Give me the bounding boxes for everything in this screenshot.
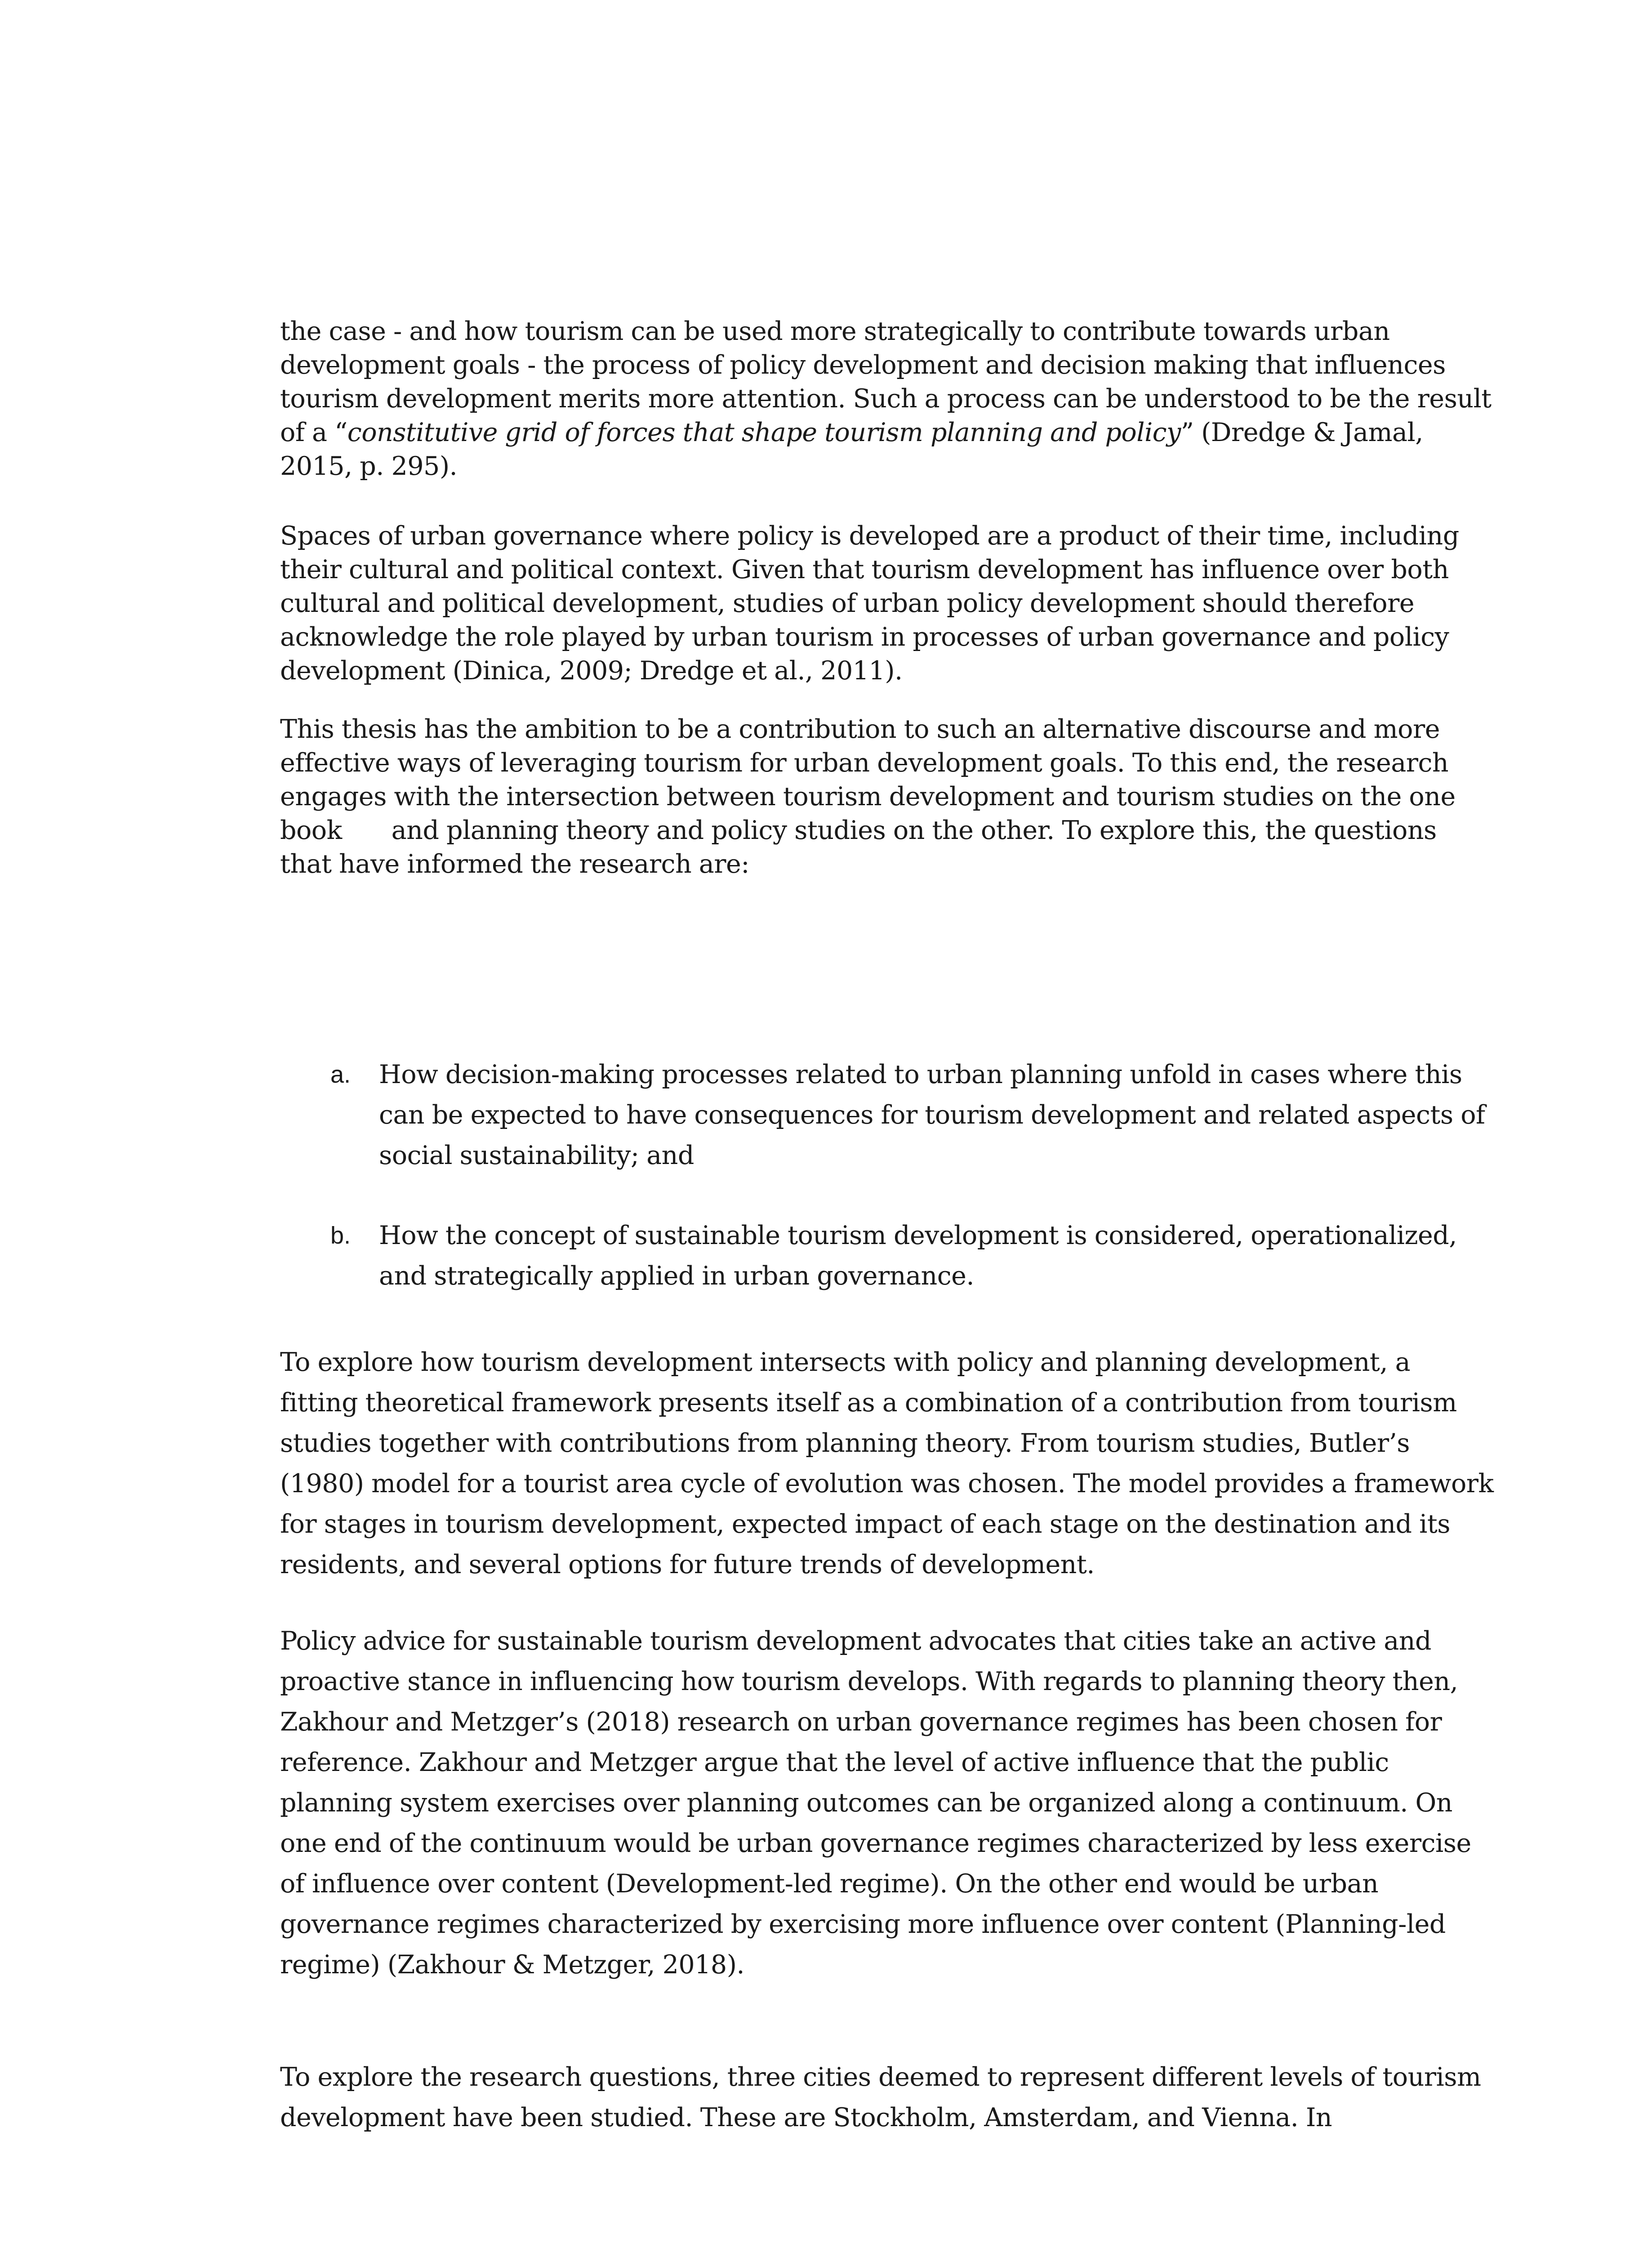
- list-item-text: How decision-making processes related to urban planning unfold in cases where this can be expected to have consequences for tourism development and related aspects of social sustainability; and: [379, 1060, 1485, 1170]
- paragraph-intro-text-start: the case - and how tourism can be used more strategically to contribute towards urban development goals - the process of policy development and decision making that influences tourism development merits more attention. Such a process can be understood to be the result of a “: [280, 317, 1492, 447]
- paragraph-thesis-text-end: and planning theory and policy studies on the other. To explore this, the questions that have informed the research are:: [280, 816, 1437, 879]
- paragraph-policy-advice: Policy advice for sustainable tourism development advocates that cities take an active and proactive stance in influencing how tourism develops. With regards to planning theory then, Zakhour and Metzger’s (2018) research on urban governance regimes has been chosen for reference. Zakhour and Metzger argue that the level of active influence that the public planning system exercises over planning outcomes can be organized along a continuum. On one end of the continuum would be urban governance regimes characterized by less exercise of influence over content (Development-led regime). On the other end would be urban governance regimes characterized by exercising more influence over content (Planning-led regime) (Zakhour & Metzger, 2018).: [280, 1626, 1471, 1980]
- list-marker: a.: [330, 1061, 351, 1088]
- paragraph-intro: [280, 315, 1494, 483]
- list-marker: b.: [330, 1222, 351, 1249]
- quoted-phrase: constitutive grid of forces that shape tourism planning and policy: [347, 418, 1181, 447]
- paragraph-thesis-text-start: This thesis has the ambition to be a contribution to such an alternative discourse and more effective ways of leveraging tourism for urban development goals. To this end, the research engages with the intersection between tourism development and tourism studies on the one book: [280, 714, 1456, 845]
- paragraph-urban-governance: Spaces of urban governance where policy is developed are a product of their time, including their cultural and political context. Given that tourism development has influence over both cultural and political development, studies of urban policy development should therefore acknowledge the role played by urban tourism in processes of urban governance and policy development (Dinica, 2009; Dredge et al., 2011).: [280, 521, 1459, 686]
- paragraph-research-cities: To explore the research questions, three cities deemed to represent different levels of tourism development have been studied. These are Stockholm, Amsterdam, and Vienna. In: [280, 2062, 1481, 2132]
- paragraph-intro-text-end: ” (Dredge & Jamal, 2015, p. 295).: [280, 418, 1423, 481]
- paragraph-thesis-ambition: [280, 713, 1494, 881]
- list-item-text: How the concept of sustainable tourism development is considered, operationalized, and strategically applied in urban governance.: [379, 1221, 1457, 1291]
- paragraph-theoretical-framework: To explore how tourism development intersects with policy and planning development, a fitting theoretical framework presents itself as a combination of a contribution from tourism studies together with contributions from planning theory. From tourism studies, Butler’s (1980) model for a tourist area cycle of evolution was chosen. The model provides a framework for stages in tourism development, expected impact of each stage on the destination and its residents, and several options for future trends of development.: [280, 1347, 1494, 1579]
